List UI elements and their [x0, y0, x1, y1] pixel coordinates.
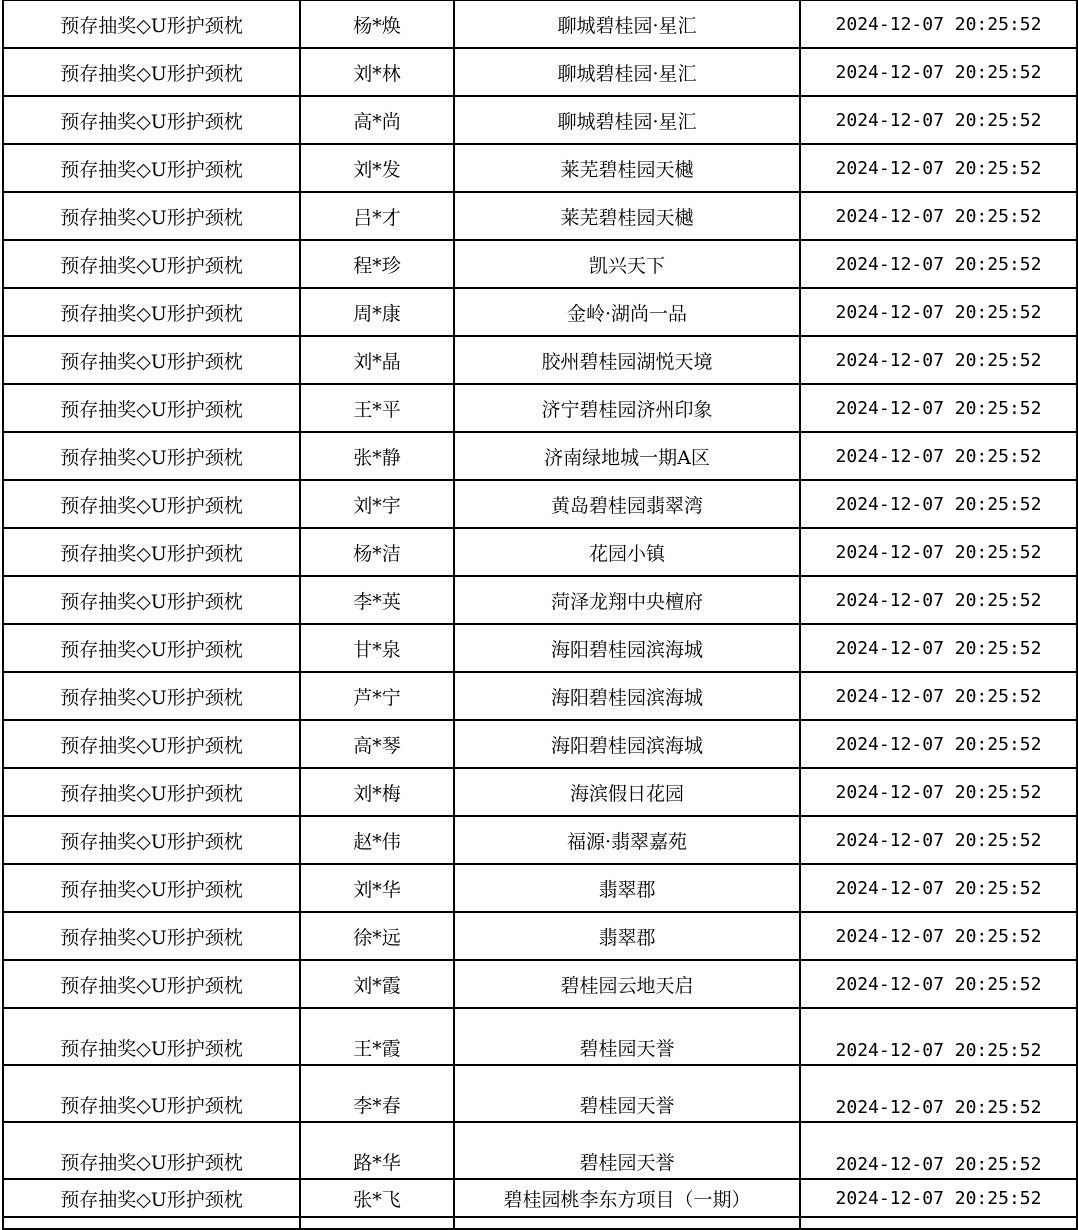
- winner-name-cell: 吕*才: [300, 192, 454, 240]
- table-row: [3, 864, 1077, 912]
- prize-cell: 预存抽奖◇U形护颈枕: [3, 48, 300, 96]
- table-row-partial: [3, 1217, 1077, 1229]
- winner-name-cell: 李*英: [300, 576, 454, 624]
- winner-name-cell: 刘*发: [300, 144, 454, 192]
- winner-name-cell: 高*琴: [300, 720, 454, 768]
- table-row: [3, 432, 1077, 480]
- project-cell: 聊城碧桂园·星汇: [454, 48, 800, 96]
- empty-cell: [454, 1217, 800, 1229]
- winner-name-cell: 王*平: [300, 384, 454, 432]
- timestamp-cell: 2024-12-07 20:25:52: [800, 672, 1077, 720]
- table-row: [3, 624, 1077, 672]
- prize-cell: 预存抽奖◇U形护颈枕: [3, 624, 300, 672]
- table-row: [3, 0, 1077, 48]
- table-row: [3, 288, 1077, 336]
- table-row: [3, 384, 1077, 432]
- timestamp-cell: 2024-12-07 20:25:52: [800, 192, 1077, 240]
- project-cell: 聊城碧桂园·星汇: [454, 0, 800, 48]
- prize-cell: 预存抽奖◇U形护颈枕: [3, 528, 300, 576]
- empty-cell: [300, 1217, 454, 1229]
- prize-cell: 预存抽奖◇U形护颈枕: [3, 1179, 300, 1217]
- timestamp-cell: 2024-12-07 20:25:52: [800, 576, 1077, 624]
- table-row: [3, 1179, 1077, 1217]
- table-row: [3, 816, 1077, 864]
- table-row: [3, 96, 1077, 144]
- timestamp-cell: 2024-12-07 20:25:52: [800, 768, 1077, 816]
- prize-cell: 预存抽奖◇U形护颈枕: [3, 816, 300, 864]
- winner-name-cell: 刘*霞: [300, 960, 454, 1008]
- timestamp-cell: 2024-12-07 20:25:52: [800, 624, 1077, 672]
- winner-name-cell: 徐*远: [300, 912, 454, 960]
- project-cell: 济南绿地城一期A区: [454, 432, 800, 480]
- project-cell: 莱芜碧桂园天樾: [454, 192, 800, 240]
- winner-name-cell: 程*珍: [300, 240, 454, 288]
- winner-name-cell: 李*春: [300, 1065, 454, 1122]
- project-cell: 花园小镇: [454, 528, 800, 576]
- project-cell: 胶州碧桂园湖悦天境: [454, 336, 800, 384]
- project-cell: 碧桂园云地天启: [454, 960, 800, 1008]
- winner-name-cell: 张*飞: [300, 1179, 454, 1217]
- project-cell: 海阳碧桂园滨海城: [454, 624, 800, 672]
- prize-cell: 预存抽奖◇U形护颈枕: [3, 1008, 300, 1065]
- project-cell: 碧桂园天誉: [454, 1122, 800, 1179]
- winner-name-cell: 张*静: [300, 432, 454, 480]
- timestamp-cell: 2024-12-07 20:25:52: [800, 144, 1077, 192]
- project-cell: 莱芜碧桂园天樾: [454, 144, 800, 192]
- winner-name-cell: 赵*伟: [300, 816, 454, 864]
- timestamp-cell: 2024-12-07 20:25:52: [800, 384, 1077, 432]
- project-cell: 碧桂园桃李东方项目（一期）: [454, 1179, 800, 1217]
- prize-cell: 预存抽奖◇U形护颈枕: [3, 960, 300, 1008]
- prize-cell: 预存抽奖◇U形护颈枕: [3, 1122, 300, 1179]
- timestamp-cell: 2024-12-07 20:25:52: [800, 96, 1077, 144]
- table-row: [3, 192, 1077, 240]
- project-cell: 菏泽龙翔中央檀府: [454, 576, 800, 624]
- timestamp-cell: 2024-12-07 20:25:52: [800, 1122, 1077, 1179]
- prize-cell: 预存抽奖◇U形护颈枕: [3, 432, 300, 480]
- winner-name-cell: 周*康: [300, 288, 454, 336]
- winner-name-cell: 刘*晶: [300, 336, 454, 384]
- project-cell: 海滨假日花园: [454, 768, 800, 816]
- table-row: [3, 912, 1077, 960]
- prize-cell: 预存抽奖◇U形护颈枕: [3, 288, 300, 336]
- timestamp-cell: 2024-12-07 20:25:52: [800, 864, 1077, 912]
- project-cell: 翡翠郡: [454, 912, 800, 960]
- winners-table-body: [3, 0, 1077, 1229]
- project-cell: 海阳碧桂园滨海城: [454, 672, 800, 720]
- prize-cell: 预存抽奖◇U形护颈枕: [3, 720, 300, 768]
- project-cell: 黄岛碧桂园翡翠湾: [454, 480, 800, 528]
- winner-name-cell: 刘*梅: [300, 768, 454, 816]
- project-cell: 碧桂园天誉: [454, 1065, 800, 1122]
- timestamp-cell: 2024-12-07 20:25:52: [800, 336, 1077, 384]
- prize-cell: 预存抽奖◇U形护颈枕: [3, 96, 300, 144]
- prize-cell: 预存抽奖◇U形护颈枕: [3, 672, 300, 720]
- prize-cell: 预存抽奖◇U形护颈枕: [3, 192, 300, 240]
- project-cell: 海阳碧桂园滨海城: [454, 720, 800, 768]
- timestamp-cell: 2024-12-07 20:25:52: [800, 1008, 1077, 1065]
- timestamp-cell: 2024-12-07 20:25:52: [800, 48, 1077, 96]
- timestamp-cell: 2024-12-07 20:25:52: [800, 912, 1077, 960]
- prize-cell: 预存抽奖◇U形护颈枕: [3, 1065, 300, 1122]
- table-row: [3, 720, 1077, 768]
- timestamp-cell: 2024-12-07 20:25:52: [800, 528, 1077, 576]
- prize-cell: 预存抽奖◇U形护颈枕: [3, 480, 300, 528]
- timestamp-cell: 2024-12-07 20:25:52: [800, 0, 1077, 48]
- project-cell: 凯兴天下: [454, 240, 800, 288]
- empty-cell: [3, 1217, 300, 1229]
- table-row: [3, 336, 1077, 384]
- winners-table: [2, 0, 1078, 1230]
- winner-name-cell: 高*尚: [300, 96, 454, 144]
- prize-cell: 预存抽奖◇U形护颈枕: [3, 768, 300, 816]
- prize-cell: 预存抽奖◇U形护颈枕: [3, 240, 300, 288]
- prize-cell: 预存抽奖◇U形护颈枕: [3, 912, 300, 960]
- project-cell: 金岭·湖尚一品: [454, 288, 800, 336]
- winner-name-cell: 甘*泉: [300, 624, 454, 672]
- table-row: [3, 480, 1077, 528]
- winner-name-cell: 刘*林: [300, 48, 454, 96]
- winner-name-cell: 杨*洁: [300, 528, 454, 576]
- winner-name-cell: 王*霞: [300, 1008, 454, 1065]
- winner-name-cell: 芦*宁: [300, 672, 454, 720]
- timestamp-cell: 2024-12-07 20:25:52: [800, 288, 1077, 336]
- prize-cell: 预存抽奖◇U形护颈枕: [3, 384, 300, 432]
- timestamp-cell: 2024-12-07 20:25:52: [800, 720, 1077, 768]
- prize-cell: 预存抽奖◇U形护颈枕: [3, 144, 300, 192]
- project-cell: 济宁碧桂园济州印象: [454, 384, 800, 432]
- table-row: [3, 48, 1077, 96]
- project-cell: 聊城碧桂园·星汇: [454, 96, 800, 144]
- prize-cell: 预存抽奖◇U形护颈枕: [3, 0, 300, 48]
- timestamp-cell: 2024-12-07 20:25:52: [800, 432, 1077, 480]
- table-row: [3, 672, 1077, 720]
- project-cell: 翡翠郡: [454, 864, 800, 912]
- winners-table-container: [2, 0, 1076, 1230]
- prize-cell: 预存抽奖◇U形护颈枕: [3, 576, 300, 624]
- empty-cell: [800, 1217, 1077, 1229]
- table-row: [3, 768, 1077, 816]
- project-cell: 碧桂园天誉: [454, 1008, 800, 1065]
- timestamp-cell: 2024-12-07 20:25:52: [800, 960, 1077, 1008]
- prize-cell: 预存抽奖◇U形护颈枕: [3, 336, 300, 384]
- timestamp-cell: 2024-12-07 20:25:52: [800, 1065, 1077, 1122]
- winner-name-cell: 刘*宇: [300, 480, 454, 528]
- timestamp-cell: 2024-12-07 20:25:52: [800, 240, 1077, 288]
- prize-cell: 预存抽奖◇U形护颈枕: [3, 864, 300, 912]
- table-row: [3, 1008, 1077, 1065]
- table-row: [3, 144, 1077, 192]
- table-row: [3, 576, 1077, 624]
- timestamp-cell: 2024-12-07 20:25:52: [800, 480, 1077, 528]
- timestamp-cell: 2024-12-07 20:25:52: [800, 1179, 1077, 1217]
- table-row: [3, 1122, 1077, 1179]
- winner-name-cell: 路*华: [300, 1122, 454, 1179]
- table-row: [3, 528, 1077, 576]
- project-cell: 福源·翡翠嘉苑: [454, 816, 800, 864]
- timestamp-cell: 2024-12-07 20:25:52: [800, 816, 1077, 864]
- table-row: [3, 1065, 1077, 1122]
- table-row: [3, 240, 1077, 288]
- table-row: [3, 960, 1077, 1008]
- winner-name-cell: 刘*华: [300, 864, 454, 912]
- winner-name-cell: 杨*焕: [300, 0, 454, 48]
